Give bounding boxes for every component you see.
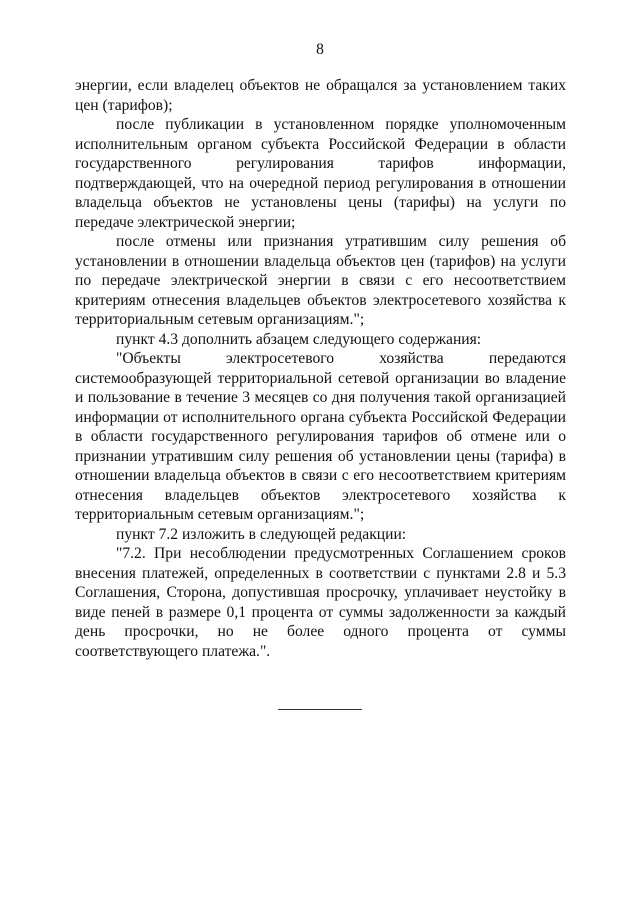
paragraph-clause-7-2-text: "7.2. При несоблюдении предусмотренных Соглашением сроков внесения платежей, определенных в соответствии с пунктами 2.8 и 5.3 Соглашения, Сторона, допустившая просрочку, уплачивает неустойку в виде пеней в размере 0,1 процента от суммы задолженности за каждый день просрочки, но не более одного процента от суммы соответствующего платежа.". (75, 545, 566, 660)
paragraph-clause-7-2-intro: пункт 7.2 изложить в следующей редакции: (116, 525, 407, 543)
paragraph-clause-4-3-text: "Объекты электросетевого хозяйства передаются системообразующей территориальной сетевой организации во владение и пользование в течение 3 месяцев со дня получения такой организацией информации от исполнительного органа субъекта Российской Федерации в области государственного регулирования тарифов об отмене или о признании утратившим силу решения об установлении цены (тарифа) в отношении владельца объектов в связи с его несоответствием критериям отнесения владельцев объектов электросетевого хозяйства к территориальным сетевым организациям."; (75, 350, 566, 523)
document-body (75, 76, 566, 661)
page-number: 8 (316, 41, 324, 58)
paragraph-clause-4-3-intro: пункт 4.3 дополнить абзацем следующего содержания: (116, 330, 482, 348)
paragraph-energy-tariffs: энергии, если владелец объектов не обращался за установлением таких цен (тарифов); (75, 77, 566, 114)
paragraph-after-publication: после публикации в установленном порядке уполномоченным исполнительным органом субъекта Российской Федерации в области государственного регулирования тарифов информации, подтверждающей, что на очередной период регулирования в отношении владельца объектов не установлены цены (тарифы) на услуги по передаче электрической энергии; (75, 116, 566, 231)
paragraph-after-cancellation: после отмены или признания утратившим силу решения об установлении в отношении владельца объектов цен (тарифов) на услуги по передаче электрической энергии в связи с его несоответствием критериям отнесения владельцев объектов электросетевого хозяйства к территориальным сетевым организациям."; (75, 233, 566, 328)
end-of-document-rule (278, 709, 362, 710)
